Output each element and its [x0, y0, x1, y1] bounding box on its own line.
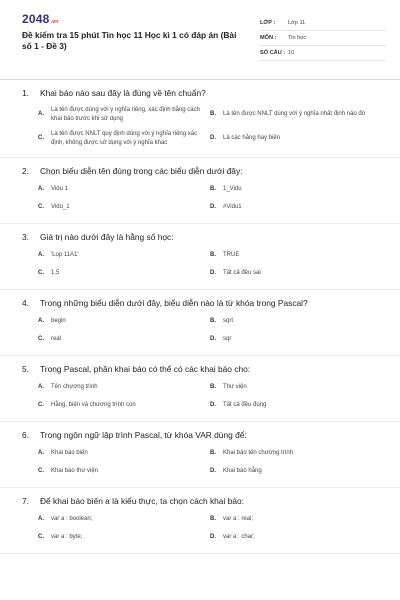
- question-text: Giá trị nào dưới đây là hằng số học:: [40, 232, 174, 242]
- option-text: Là tên được NNLT dùng với ý nghĩa nhất định nào đó: [223, 111, 366, 118]
- question-divider: [0, 223, 400, 224]
- header-divider: [0, 79, 400, 80]
- question-divider: [0, 157, 400, 158]
- option-letter: B.: [210, 384, 216, 391]
- option-letter: A.: [38, 450, 44, 457]
- option-text: #Vidu1: [223, 204, 242, 211]
- answer-options: [22, 382, 386, 418]
- option-letter: C.: [38, 204, 44, 211]
- option-letter: C.: [38, 270, 44, 277]
- question-item: [22, 298, 386, 356]
- option-text: Vidu 1: [51, 186, 68, 193]
- option-text: Thư viện: [223, 384, 247, 391]
- answer-option[interactable]: [38, 202, 210, 213]
- question-header: [22, 430, 386, 441]
- question-number: 1.: [22, 88, 29, 98]
- question-header: [22, 298, 386, 309]
- option-text: Hằng, biến và chương trình con: [51, 402, 136, 409]
- question-number: 2.: [22, 166, 29, 176]
- site-logo[interactable]: [22, 12, 247, 26]
- logo-main-text: 2048: [22, 12, 50, 26]
- question-header: [22, 496, 386, 507]
- answer-options: [22, 250, 386, 286]
- option-letter: C.: [38, 336, 44, 343]
- page-header: [22, 12, 386, 70]
- option-text: TRUE: [223, 252, 240, 259]
- meta-value: Lớp 11: [288, 20, 306, 26]
- question-number: 3.: [22, 232, 29, 242]
- option-text: Khai báo biến: [51, 450, 88, 457]
- quiz-meta: [260, 16, 386, 70]
- question-item: [22, 364, 386, 422]
- meta-value: Tin học: [288, 35, 307, 41]
- answer-option[interactable]: [38, 400, 210, 411]
- option-text: Khai báo tên chương trình: [223, 450, 293, 457]
- answer-option[interactable]: [210, 202, 382, 213]
- question-divider: [0, 289, 400, 290]
- answer-option[interactable]: [210, 448, 382, 459]
- option-text: var a : byte;: [51, 534, 83, 541]
- question-number: 5.: [22, 364, 29, 374]
- meta-label: SỐ CÂU :: [260, 50, 286, 56]
- meta-label: MÔN :: [260, 35, 277, 41]
- question-text: Trong những biểu diễn dưới đây, biểu diễn nào là từ khóa trong Pascal?: [40, 298, 308, 308]
- question-item: [22, 496, 386, 554]
- question-item: [22, 88, 386, 158]
- answer-option[interactable]: [210, 514, 382, 525]
- question-header: [22, 166, 386, 177]
- answer-option[interactable]: [38, 106, 210, 123]
- option-letter: C.: [38, 534, 44, 541]
- option-letter: C.: [38, 135, 44, 142]
- answer-option[interactable]: [210, 268, 382, 279]
- question-divider: [0, 421, 400, 422]
- answer-option[interactable]: [210, 400, 382, 411]
- answer-option[interactable]: [210, 466, 382, 477]
- question-header: [22, 88, 386, 99]
- option-text: Là tên được NNLT quy định dùng với ý nghĩa riêng xác định, không được sử dụng với ý nghĩa khác: [51, 131, 198, 146]
- option-letter: A.: [38, 111, 44, 118]
- answer-option[interactable]: [38, 250, 210, 261]
- question-text: Chọn biểu diễn tên đúng trong các biểu diễn dưới đây:: [40, 166, 243, 176]
- question-divider: [0, 487, 400, 488]
- answer-options: [22, 106, 386, 154]
- answer-options: [22, 184, 386, 220]
- option-text: Tất cả đều đúng: [223, 402, 267, 409]
- answer-option[interactable]: [38, 334, 210, 345]
- option-text: sqrt: [223, 318, 234, 325]
- answer-option[interactable]: [38, 514, 210, 525]
- question-list: [22, 88, 386, 554]
- option-text: 1.5: [51, 270, 60, 277]
- answer-option[interactable]: [38, 448, 210, 459]
- option-letter: A.: [38, 252, 44, 259]
- question-item: [22, 232, 386, 290]
- option-text: var a : char;: [223, 534, 255, 541]
- option-letter: A.: [38, 186, 44, 193]
- answer-option[interactable]: [210, 382, 382, 393]
- question-number: 4.: [22, 298, 29, 308]
- answer-option[interactable]: [38, 382, 210, 393]
- answer-options: [22, 448, 386, 484]
- option-text: Khai báo hằng: [223, 468, 262, 475]
- option-letter: D.: [210, 534, 216, 541]
- meta-value: 10: [288, 50, 295, 56]
- option-letter: B.: [210, 516, 216, 523]
- answer-option[interactable]: [210, 334, 382, 345]
- meta-row-count: [260, 46, 386, 61]
- answer-option[interactable]: [210, 106, 382, 123]
- option-letter: D.: [210, 402, 216, 409]
- question-text: Để khai báo biến a là kiểu thực, ta chọn cách khai báo:: [40, 496, 244, 506]
- answer-option[interactable]: [38, 130, 210, 147]
- option-letter: B.: [210, 186, 216, 193]
- brand-column: [22, 12, 247, 70]
- meta-row-subject: [260, 31, 386, 46]
- meta-row-class: [260, 16, 386, 31]
- question-header: [22, 232, 386, 243]
- answer-option[interactable]: [210, 130, 382, 147]
- question-number: 7.: [22, 496, 29, 506]
- page-title: Đề kiểm tra 15 phút Tin học 11 Học kì 1 có đáp án (Bài số 1 - Đề 3): [22, 30, 237, 51]
- option-letter: A.: [38, 384, 44, 391]
- option-text: sqr: [223, 336, 232, 343]
- question-text: Khai báo nào sau đây là đúng về tên chuẩn?: [40, 88, 206, 98]
- option-letter: B.: [210, 252, 216, 259]
- option-letter: B.: [210, 318, 216, 325]
- option-letter: B.: [210, 111, 216, 118]
- option-letter: C.: [38, 468, 44, 475]
- answer-option[interactable]: [210, 250, 382, 261]
- option-text: Khai báo thư viện: [51, 468, 99, 475]
- answer-option[interactable]: [210, 316, 382, 327]
- question-text: Trong ngôn ngữ lập trình Pascal, từ khóa VAR dùng để:: [40, 430, 247, 440]
- question-divider: [0, 355, 400, 356]
- answer-option[interactable]: [38, 532, 210, 543]
- answer-option[interactable]: [210, 184, 382, 195]
- answer-option[interactable]: [38, 268, 210, 279]
- option-text: Tất cả đều sai: [223, 270, 261, 277]
- option-text: 1_Vidu: [223, 186, 242, 193]
- option-letter: D.: [210, 135, 216, 142]
- option-text: begin: [51, 318, 66, 325]
- option-text: Vidu_1: [51, 204, 70, 211]
- meta-label: LỚP :: [260, 20, 276, 26]
- answer-options: [22, 514, 386, 550]
- option-letter: B.: [210, 450, 216, 457]
- answer-options: [22, 316, 386, 352]
- answer-option[interactable]: [38, 466, 210, 477]
- option-letter: D.: [210, 270, 216, 277]
- option-letter: D.: [210, 336, 216, 343]
- option-text: var a : real;: [223, 516, 254, 523]
- option-text: var a : boolean;: [51, 516, 93, 523]
- option-text: real: [51, 336, 62, 343]
- option-letter: D.: [210, 468, 216, 475]
- option-text: Là các hằng hay biến: [223, 135, 281, 142]
- answer-option[interactable]: [38, 316, 210, 327]
- option-text: Tên chương trình: [51, 384, 98, 391]
- answer-option[interactable]: [38, 184, 210, 195]
- question-item: [22, 430, 386, 488]
- question-number: 6.: [22, 430, 29, 440]
- option-letter: A.: [38, 516, 44, 523]
- question-item: [22, 166, 386, 224]
- answer-option[interactable]: [210, 532, 382, 543]
- question-text: Trong Pascal, phần khai báo có thể có các khai báo cho:: [40, 364, 251, 374]
- option-text: Là tên được dùng với ý nghĩa riêng, xác định bằng cách khai báo trước khi sử dụng: [51, 107, 200, 122]
- option-letter: A.: [38, 318, 44, 325]
- option-letter: C.: [38, 402, 44, 409]
- logo-suffix-text: .vn: [50, 19, 59, 25]
- option-letter: D.: [210, 204, 216, 211]
- option-text: 'Lop 11A1': [51, 252, 79, 259]
- question-header: [22, 364, 386, 375]
- question-divider: [0, 553, 400, 554]
